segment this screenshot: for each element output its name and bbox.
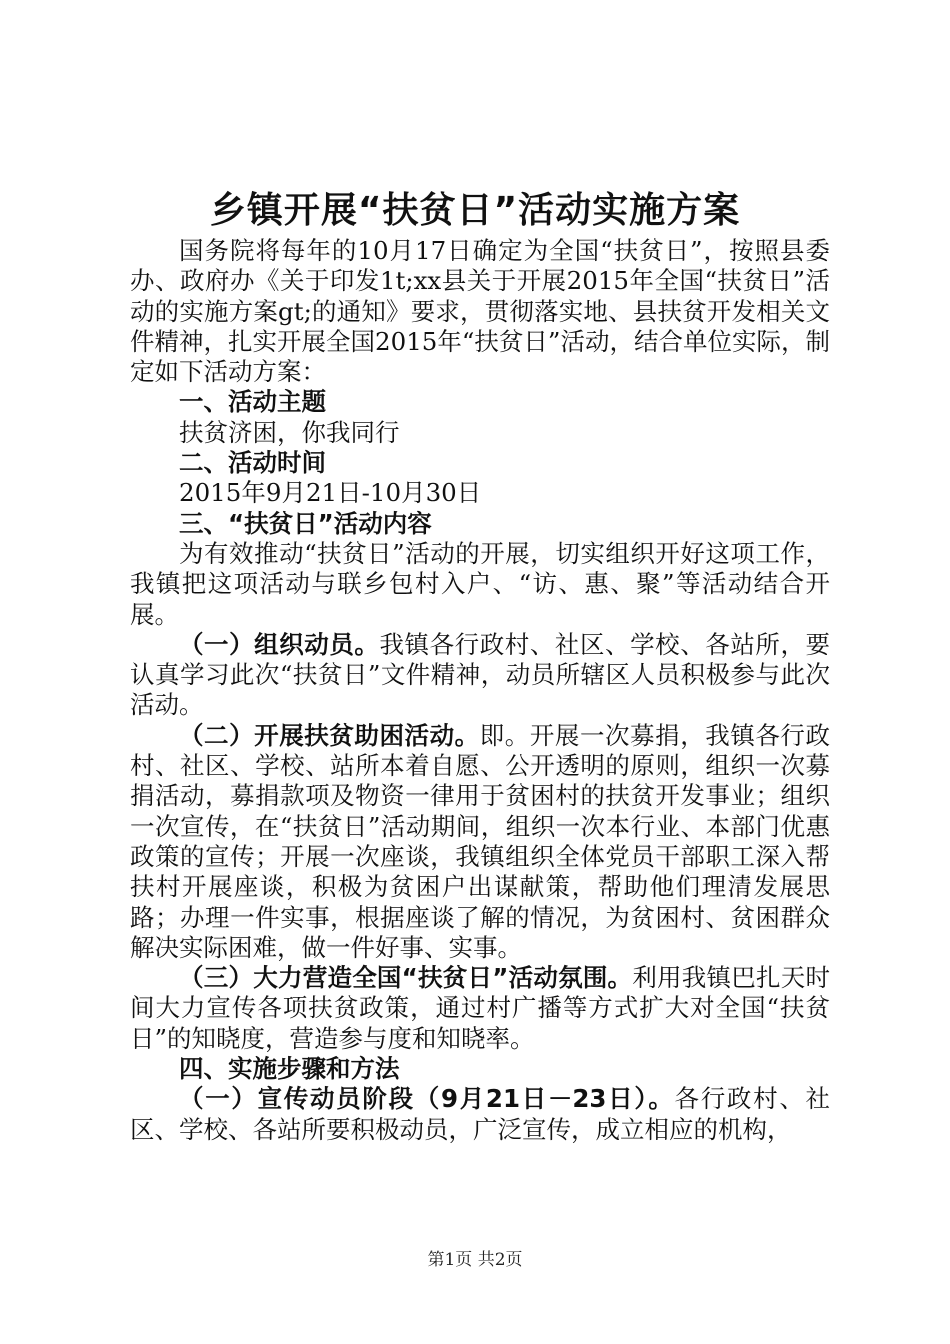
page-number-footer: 第1页 共2页 — [427, 1250, 523, 1270]
step-lead: （一）宣传动员阶段（9月21日－23日）。 — [179, 1084, 675, 1114]
item-atmosphere-paragraph — [130, 963, 830, 1054]
content-intro-paragraph: 为有效推动“扶贫日”活动的开展，切实组织开好这项工作，我镇把这项活动与联乡包村入户、“访、惠、聚”等活动结合开展。 — [130, 538, 830, 629]
section-heading-content: 三、“扶贫日”活动内容 — [179, 508, 432, 538]
document-body — [130, 236, 830, 1145]
section-heading-theme: 一、活动主题 — [179, 387, 326, 417]
section-heading-steps: 四、实施步骤和方法 — [179, 1054, 400, 1084]
time-text: 2015年9月21日-10月30日 — [179, 478, 482, 508]
item-relief-activity-paragraph — [130, 721, 830, 963]
item-text: 我镇各行政村、社区、学校、各站所，要认真学习此次“扶贫日”文件精神，动员所辖区人员积极参与此次活动。 — [130, 629, 831, 720]
section-heading-time: 二、活动时间 — [179, 448, 326, 478]
intro-paragraph: 国务院将每年的10月17日确定为全国“扶贫日”，按照县委办、政府办《关于印发1t;xx县关于开展2015年全国“扶贫日”活动的实施方案gt;的通知》要求，贯彻落实地、县扶贫开发相关文件精神，扎实开展全国2015年“扶贫日”活动，结合单位实际，制定如下活动方案： — [130, 236, 830, 387]
document-title: 乡镇开展“扶贫日”活动实施方案 — [209, 190, 741, 231]
theme-text: 扶贫济困，你我同行 — [179, 417, 400, 447]
item-lead: （一）组织动员。 — [179, 629, 380, 659]
item-lead: （二）开展扶贫助困活动。 — [179, 720, 480, 750]
item-mobilization-paragraph — [130, 630, 830, 721]
item-text: 即。开展一次募捐，我镇各行政村、社区、学校、站所本着自愿、公开透明的原则，组织一次募捐活动，募捐款项及物资一律用于贫困村的扶贫开发事业；组织一次宣传，在“扶贫日”活动期间，组织一次本行业、本部门优惠政策的宣传；开展一次座谈，我镇组织全体党员干部职工深入帮扶村开展座谈，积极为贫困户出谋献策，帮助他们理清发展思路；办理一件实事，根据座谈了解的情况，为贫困村、贫困群众解决实际困难，做一件好事、实事。 — [130, 720, 830, 962]
step-text: 各行政村、社区、学校、各站所要积极动员，广泛宣传，成立相应的机构， — [130, 1084, 831, 1144]
item-lead: （三）大力营造全国“扶贫日”活动氛围。 — [179, 963, 633, 993]
step-publicity-paragraph — [130, 1084, 830, 1145]
item-text: 利用我镇巴扎天时间大力宣传各项扶贫政策，通过村广播等方式扩大对全国“扶贫日”的知晓度，营造参与度和知晓率。 — [130, 963, 831, 1053]
